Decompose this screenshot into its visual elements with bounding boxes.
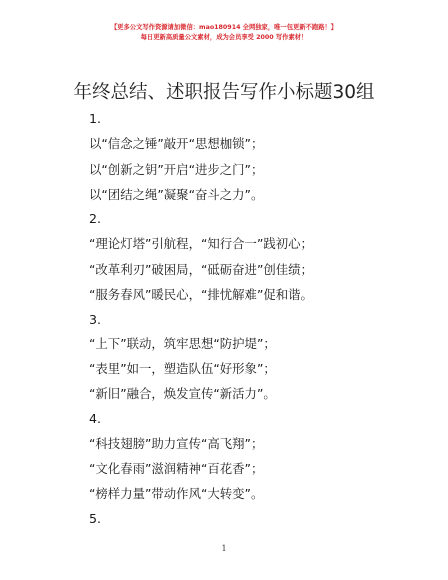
group-number-4: 4. [89, 411, 102, 426]
group-4-item-3: “榜样力量”带动作风“大转变”。 [89, 486, 264, 501]
group-3-item-1: “上下”联动，筑牢思想“防护堤”； [89, 336, 276, 351]
group-number-3: 3. [89, 312, 102, 327]
page-number: 1 [221, 544, 227, 553]
group-2-item-1: “理论灯塔”引航程，“知行合一”践初心； [89, 236, 313, 251]
group-3-item-3: “新旧”融合，焕发宣传“新活力”。 [89, 386, 276, 401]
group-4-item-1: “科技翅膀”助力宣传“高飞翔”； [89, 436, 264, 451]
group-1-item-2: 以“创新之钥”开启“进步之门”； [89, 162, 264, 177]
group-4-item-2: “文化春雨”滋润精神“百花香”； [89, 461, 264, 476]
group-2-item-2: “改革利刃”破困局，“砥砺奋进”创佳绩； [89, 262, 313, 277]
group-number-5: 5. [89, 511, 102, 526]
group-2-item-3: “服务春风”暖民心，“排忧解难”促和谐。 [89, 287, 313, 302]
promo-banner [0, 22, 448, 44]
document-title: 年终总结、述职报告写作小标题30组 [73, 82, 375, 103]
group-1-item-1: 以“信念之锤”敲开“思想枷锁”； [89, 136, 264, 151]
promo-banner-line-2: 每日更新高质量公文素材，成为会员享受 2000 写作素材！ [140, 34, 308, 41]
group-3-item-2: “表里”如一，塑造队伍“好形象”； [89, 361, 276, 376]
promo-banner-line-1: 【更多公文写作资源请加微信：mao180914 全网独家，唯一包更新不跑路！】 [110, 24, 338, 31]
group-number-2: 2. [89, 211, 102, 226]
group-1-item-3: 以“团结之绳”凝聚“奋斗之力”。 [89, 187, 264, 202]
group-number-1: 1. [89, 111, 102, 126]
